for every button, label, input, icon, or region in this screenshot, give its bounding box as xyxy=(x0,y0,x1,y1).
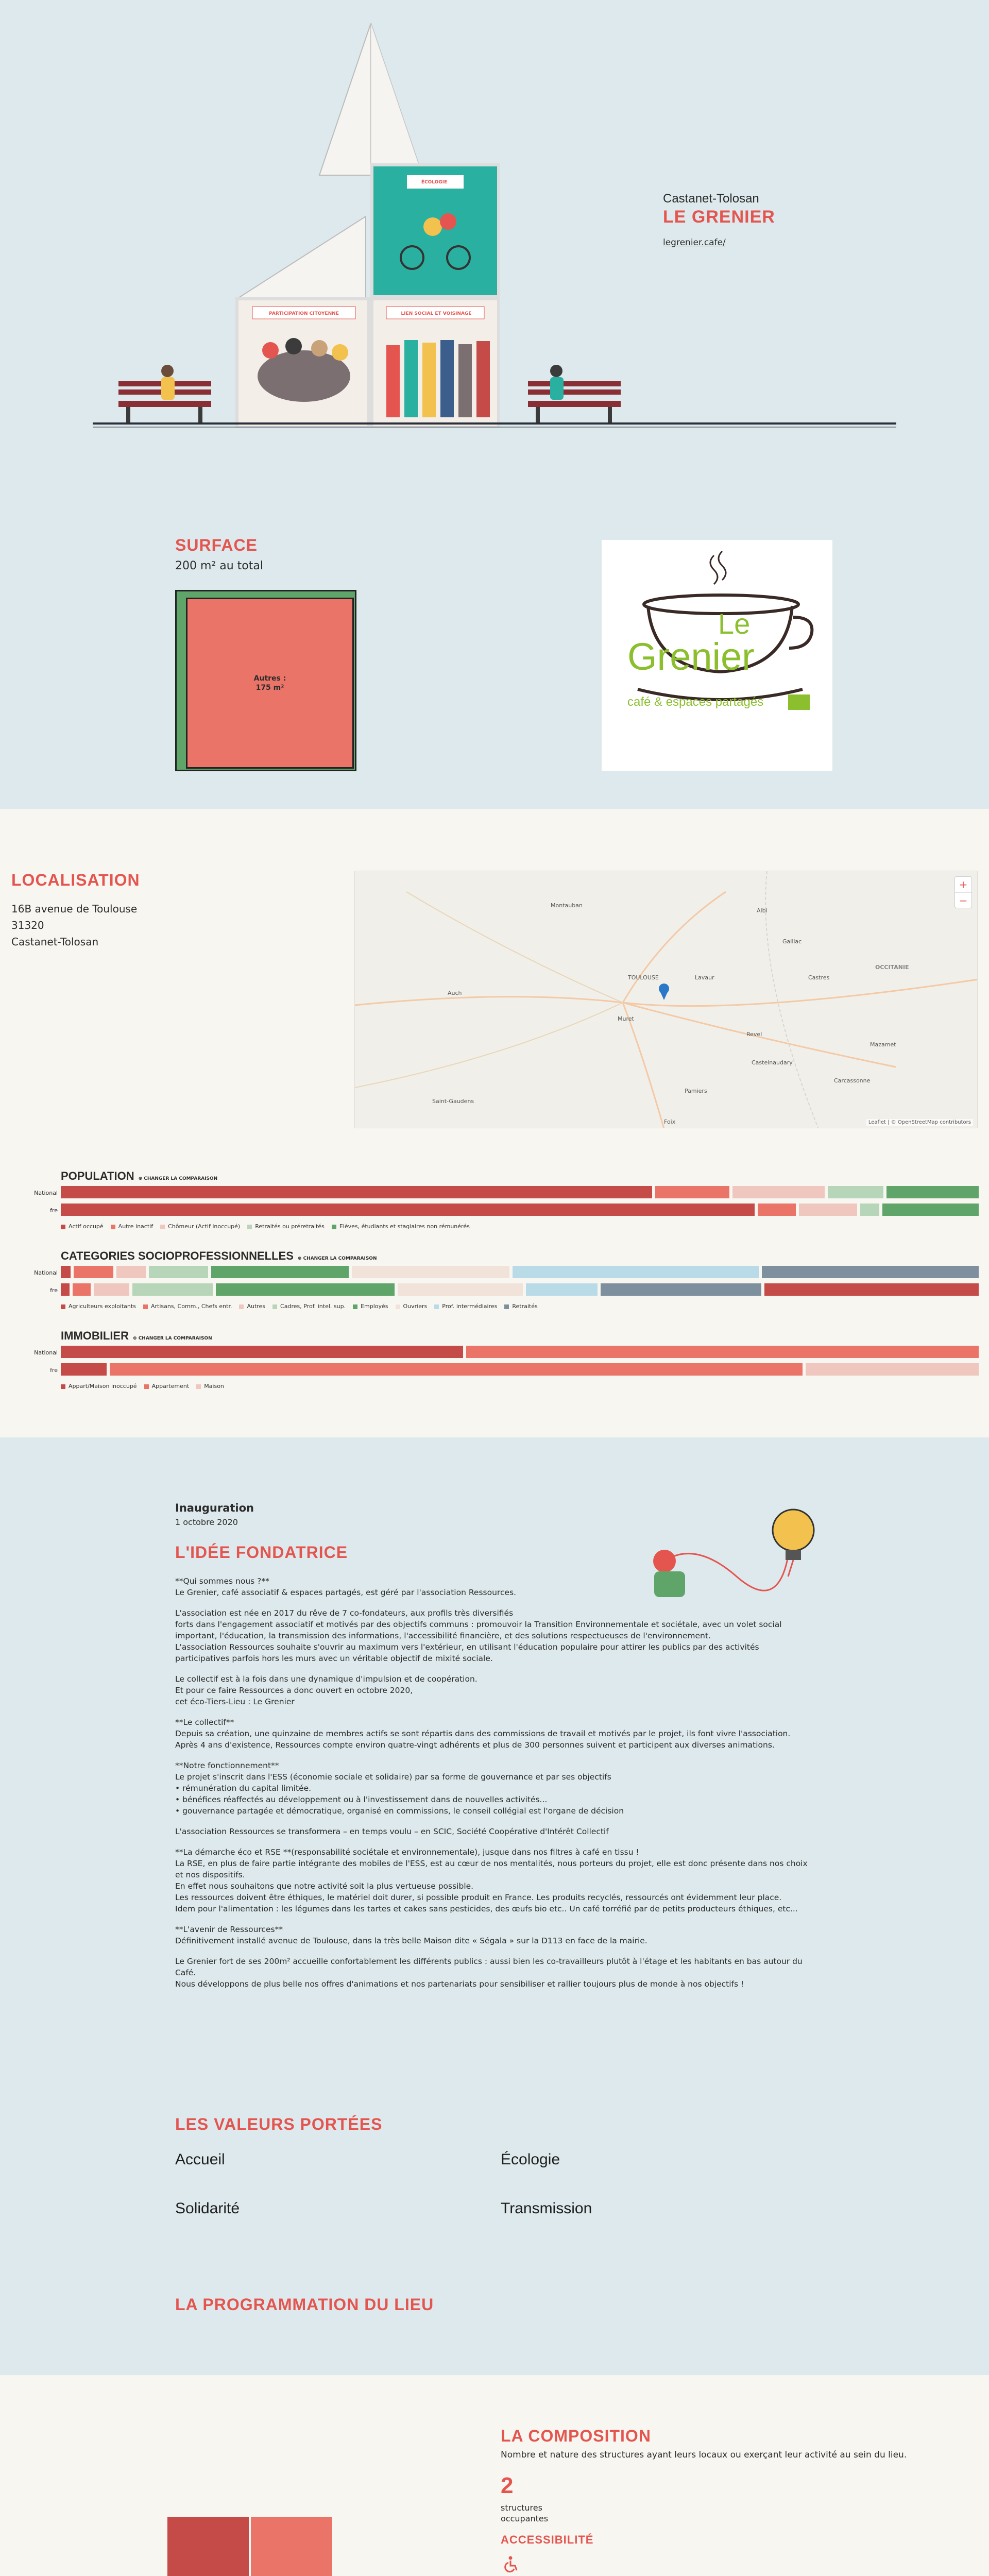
logo-word-grenier: Grenier xyxy=(627,635,755,678)
legend-item: Autres xyxy=(239,1303,265,1310)
chart-bar-associations xyxy=(251,2517,332,2576)
stat-bar-segment xyxy=(211,1266,349,1278)
idee-paragraph: **Le collectif** Depuis sa création, une quinzaine de membres actifs se sont répartis dans des commissions de travail et motivés par le projet, ils font vivre l'association. Après 4 ans d'existence, Ressources compte environ quatre-vingt adhérents et plus de 300 personnes suivent et participent aux diverses animations. xyxy=(175,1718,791,1750)
zoom-out-button[interactable]: − xyxy=(955,892,971,908)
idee-paragraph: **Qui sommes nous ?** Le Grenier, café associatif & espaces partagés, est géré par l'association Ressources. xyxy=(175,1577,517,1597)
stat-bar-segment xyxy=(882,1204,979,1216)
left-bench-illustration xyxy=(116,361,214,422)
change-comparison-button[interactable]: CHANGER LA COMPARAISON xyxy=(138,1336,212,1341)
stat-bar-segment xyxy=(61,1363,107,1376)
stat-bar-segment xyxy=(526,1283,598,1296)
stat-block xyxy=(34,1329,979,1389)
surface-diagram-autres xyxy=(186,598,354,769)
stat-bar-segment xyxy=(74,1266,113,1278)
stat-bar-segment xyxy=(61,1186,652,1198)
stat-legend xyxy=(61,1383,979,1389)
programmation-title: LA PROGRAMMATION DU LIEU xyxy=(175,2295,434,2314)
stat-bar-segment xyxy=(116,1266,146,1278)
chart-bar-entreprises xyxy=(167,2517,249,2576)
wheelchair-icon xyxy=(503,2555,520,2573)
hero-section xyxy=(0,0,989,464)
stat-bar-segment xyxy=(732,1186,825,1198)
map-city: Pamiers xyxy=(685,1088,707,1094)
idee-paragraph: Le Grenier fort de ses 200m² accueille confortablement les différents publics : aussi bien les co-travailleurs plutôt à l'étage et les habitants en bas autour du Café. Nous développons de plus belle nos offres d'animations et nos partenariats pour sensibiliser et rallier toujours plus de monde à nos objectifs ! xyxy=(175,1957,803,1989)
legend-item: Agriculteurs exploitants xyxy=(61,1303,136,1310)
map-region: OCCITANIE xyxy=(875,964,909,971)
map-city: Revel xyxy=(746,1031,762,1038)
idee-paragraph: **La démarche éco et RSE **(responsabilité sociétale et environnementale), jusque dans nos filtres à café en tissu ! La RSE, en plus de faire partie intégrante des mobiles de l'ESS, est au cœur de nos mentalités, nous porteurs du projet, elle est donc présente dans nos choix et nos dispositifs. En effet nous souhaitons que notre activité soit la plus vertueuse possible. Les ressources doivent être éthiques, le matériel doit durer, si possible produit en France. Les produits recyclés, ressourcés ont évidemment leur place. Idem pour l'alimentation : les légumes dans les tartes et cakes sans pesticides, des œufs bio etc.. Un café torréfié par de petits producteurs éthiques, etc... xyxy=(175,1848,808,1913)
stat-title: CATEGORIES SOCIOPROFESSIONNELLES xyxy=(61,1249,294,1262)
map-city: TOULOUSE xyxy=(628,974,659,981)
stat-bar-segment xyxy=(758,1204,796,1216)
ground-line-secondary xyxy=(93,427,896,428)
stat-block xyxy=(34,1249,979,1310)
address-street: 16B avenue de Toulouse xyxy=(11,903,138,915)
stat-row-label: National xyxy=(34,1269,58,1276)
inauguration-date: 1 octobre 2020 xyxy=(175,1517,238,1527)
surface-box-label: Autres : xyxy=(253,674,286,683)
stat-title: IMMOBILIER xyxy=(61,1329,129,1342)
stat-bar-segment xyxy=(132,1283,213,1296)
logo-tagline: café & espaces partagés xyxy=(627,695,764,709)
map-attribution[interactable]: Leaflet | © OpenStreetMap contributors xyxy=(866,1119,973,1126)
map-city: Muret xyxy=(618,1015,634,1022)
map-city: Carcassonne xyxy=(834,1077,871,1084)
stat-bar-segment xyxy=(764,1283,979,1296)
logo-card xyxy=(602,540,832,771)
stat-bar-segment xyxy=(860,1204,879,1216)
composition-title: LA COMPOSITION xyxy=(501,2427,651,2445)
legend-item: Autre inactif xyxy=(111,1223,153,1230)
ground-line xyxy=(93,422,896,425)
legend-item: Appartement xyxy=(144,1383,190,1389)
hero-city: Castanet-Tolosan xyxy=(663,192,759,206)
map-city: Foix xyxy=(664,1118,676,1125)
legend-item: Employés xyxy=(353,1303,388,1310)
idee-text xyxy=(175,1575,814,1999)
le-grenier-logo xyxy=(602,540,832,771)
legend-item: Retraités ou préretraités xyxy=(247,1223,325,1230)
legend-item: Prof. intermédiaires xyxy=(434,1303,497,1310)
stat-bar-segment xyxy=(806,1363,979,1376)
map-zoom-control xyxy=(954,876,972,908)
address-postcode: 31320 xyxy=(11,919,44,931)
map-city: Castelnaudary xyxy=(752,1059,793,1066)
stat-row xyxy=(34,1186,979,1200)
stat-header: IMMOBILIER ⊕ CHANGER LA COMPARAISON xyxy=(61,1329,212,1342)
localisation-section xyxy=(0,809,989,1437)
legend-item: Elèves, étudiants et stagiaires non rémunérés xyxy=(332,1223,470,1230)
surface-title: SURFACE xyxy=(175,536,258,554)
stat-row-label: fre xyxy=(50,1207,58,1214)
stat-title: POPULATION xyxy=(61,1170,134,1182)
stat-bar-segment xyxy=(398,1283,523,1296)
stat-bar-segment xyxy=(828,1186,883,1198)
idee-paragraph: **L'avenir de Ressources** Définitivement installé avenue de Toulouse, dans la très belle Maison dite « Ségala » sur la D113 en face de la mairie. xyxy=(175,1925,647,1945)
legend-item: Actif occupé xyxy=(61,1223,104,1230)
stat-bar-segment xyxy=(655,1186,729,1198)
inauguration-label: Inauguration xyxy=(175,1502,254,1514)
stat-bar-segment xyxy=(73,1283,91,1296)
idee-section xyxy=(0,1437,989,2375)
localisation-title: LOCALISATION xyxy=(11,871,140,889)
legend-item: Cadres, Prof. intel. sup. xyxy=(272,1303,346,1310)
stat-header: CATEGORIES SOCIOPROFESSIONNELLES ⊕ CHANGER LA COMPARAISON xyxy=(61,1249,377,1262)
stat-row-label: National xyxy=(34,1349,58,1356)
surface-box-value: 175 m² xyxy=(255,684,284,692)
idee-paragraph: **Notre fonctionnement** Le projet s'inscrit dans l'ESS (économie sociale et solidaire) par sa forme de gouvernance et par ses objectifs • rémunération du capital limitée. • bénéfices réaffectés au développement ou à l'investissement dans de nouvelles activités... • gouvernance partagée et démocratique, organisé en commissions, le conseil collégial est l'organe de décision xyxy=(175,1761,624,1816)
right-bench-illustration xyxy=(525,361,623,422)
stat-block xyxy=(34,1170,979,1230)
stat-row-label: fre xyxy=(50,1367,58,1374)
stat-bar-segment xyxy=(513,1266,759,1278)
legend-item: Ouvriers xyxy=(396,1303,428,1310)
map-city: Albi xyxy=(757,907,768,914)
change-comparison-button[interactable]: CHANGER LA COMPARAISON xyxy=(303,1256,377,1261)
stat-bar-segment xyxy=(352,1266,509,1278)
stat-header: POPULATION ⊕ CHANGER LA COMPARAISON xyxy=(61,1170,218,1182)
stat-row xyxy=(50,1363,979,1378)
panel-lien-social: LIEN SOCIAL ET VOISINAGE xyxy=(401,311,472,316)
valeur-item: Solidarité xyxy=(175,2200,240,2217)
valeur-item: Écologie xyxy=(501,2151,560,2168)
legend-item: Maison xyxy=(196,1383,224,1389)
stat-row-label: fre xyxy=(50,1287,58,1294)
hero-place-name: LE GRENIER xyxy=(663,207,775,227)
map-city: Castres xyxy=(808,974,830,981)
stat-bar-segment xyxy=(799,1204,857,1216)
stat-legend xyxy=(61,1223,979,1230)
legend-item: Chômeur (Actif inoccupé) xyxy=(160,1223,240,1230)
stat-bar-segment xyxy=(61,1346,463,1358)
surface-section xyxy=(0,464,989,809)
stat-bar-segment xyxy=(762,1266,979,1278)
idee-paragraph: L'association est née en 2017 du rêve de 7 co-fondateurs, aux profils très diversifiés forts dans l'engagement associatif et motivés par des objectifs communs : promouvoir la Transition Environnementale et sociétale, avec un volet social important, l'éducation, la transmission des informations, l'accessibilité financière, et des solutions respectueuses de l'environnement. L'association Ressources souhaite s'ouvrir au maximum vers l'extérieur, en utilisant l'éducation populaire pour attirer les publics par des activités participatives parfois hors les murs avec un véritable objectif de mixité sociale. xyxy=(175,1608,782,1663)
panel-ecologie: ÉCOLOGIE xyxy=(421,180,448,185)
structures-count-label: structures occupantes xyxy=(501,2503,549,2523)
stat-bar-segment xyxy=(61,1204,755,1216)
idee-paragraph: L'association Ressources se transformera – en temps voulu – en SCIC, Société Coopérative d'Intérêt Collectif xyxy=(175,1827,609,1836)
zoom-in-button[interactable]: + xyxy=(959,878,968,891)
stat-bar-segment xyxy=(601,1283,761,1296)
stat-bar-segment xyxy=(61,1283,70,1296)
stat-row xyxy=(34,1266,979,1280)
stat-row xyxy=(34,1346,979,1360)
valeur-item: Transmission xyxy=(501,2200,592,2217)
stat-bar-segment xyxy=(466,1346,979,1358)
structures-chart xyxy=(167,2517,332,2576)
stat-bar-segment xyxy=(149,1266,208,1278)
map-city: Auch xyxy=(448,990,462,996)
idee-paragraph: Le collectif est à la fois dans une dynamique d'impulsion et de coopération. Et pour ce faire Ressources a donc ouvert en octobre 2020, cet éco-Tiers-Lieu : Le Grenier xyxy=(175,1674,478,1706)
valeur-item: Accueil xyxy=(175,2151,225,2168)
stat-row xyxy=(50,1204,979,1218)
surface-total: 200 m² au total xyxy=(175,560,263,572)
change-comparison-button[interactable]: CHANGER LA COMPARAISON xyxy=(144,1176,218,1181)
stat-bar-segment xyxy=(110,1363,803,1376)
stat-row-label: National xyxy=(34,1190,58,1196)
valeurs-title: LES VALEURS PORTÉES xyxy=(175,2115,383,2133)
stat-bar-segment xyxy=(886,1186,979,1198)
map-city: Gaillac xyxy=(782,938,802,945)
logo-word-le: Le xyxy=(718,607,751,640)
accessibility-title: ACCESSIBILITÉ xyxy=(501,2533,594,2546)
structures-count: 2 xyxy=(501,2473,514,2498)
legend-item: Retraités xyxy=(504,1303,537,1310)
legend-item: Artisans, Comm., Chefs entr. xyxy=(143,1303,232,1310)
map-city: Mazamet xyxy=(870,1041,896,1048)
composition-section xyxy=(0,2375,989,2576)
address-city: Castanet-Tolosan xyxy=(11,936,99,948)
map-roads xyxy=(355,871,978,1128)
map-city: Montauban xyxy=(551,902,583,909)
tower-illustration xyxy=(232,21,500,428)
legend-item: Appart/Maison inoccupé xyxy=(61,1383,137,1389)
stat-row xyxy=(50,1283,979,1298)
surface-diagram xyxy=(175,590,356,771)
stat-bar-segment xyxy=(216,1283,395,1296)
stat-legend xyxy=(61,1303,979,1310)
hero-title-block xyxy=(663,192,775,248)
map-city: Saint-Gaudens xyxy=(432,1098,474,1105)
address-block xyxy=(11,901,137,950)
location-map[interactable] xyxy=(354,871,978,1128)
composition-description: Nombre et nature des structures ayant leurs locaux ou exerçant leur activité au sein du lieu. xyxy=(501,2450,907,2460)
stat-bar-segment xyxy=(61,1266,71,1278)
map-city: Lavaur xyxy=(695,974,714,981)
idee-title: L'IDÉE FONDATRICE xyxy=(175,1543,348,1562)
stat-bar-segment xyxy=(94,1283,129,1296)
panel-participation: PARTICIPATION CITOYENNE xyxy=(269,311,339,316)
website-link[interactable]: legrenier.cafe/ xyxy=(663,238,726,248)
